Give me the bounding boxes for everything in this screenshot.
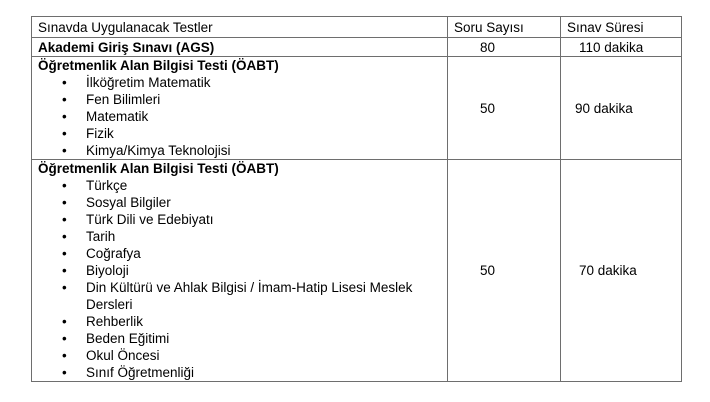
- exam-duration: 90 dakika: [561, 57, 682, 160]
- bullet-icon: •: [62, 143, 67, 158]
- table-row-ags: [32, 38, 682, 57]
- header-tests: Sınavda Uygulanacak Testler: [32, 17, 448, 38]
- exam-table: [31, 16, 682, 382]
- question-count: 50: [448, 57, 561, 160]
- bullet-icon: •: [62, 280, 67, 295]
- list-item: • Din Kültürü ve Ahlak Bilgisi / İmam-Hatip Lisesi Meslek Dersleri: [62, 280, 413, 312]
- list-item: • Sınıf Öğretmenliği: [62, 365, 195, 380]
- bullet-icon: •: [62, 126, 67, 141]
- list-item: • Tarih: [62, 229, 116, 244]
- list-item: • Rehberlik: [62, 314, 144, 329]
- list-item: • Türk Dili ve Edebiyatı: [62, 212, 214, 227]
- test-title: Öğretmenlik Alan Bilgisi Testi (ÖABT): [38, 161, 279, 176]
- list-item: • Biyoloji: [62, 263, 129, 278]
- list-item: • İlköğretim Matematik: [62, 75, 211, 90]
- list-item: • Sosyal Bilgiler: [62, 195, 171, 210]
- subject-list: [38, 177, 447, 381]
- list-item: • Kimya/Kimya Teknolojisi: [62, 143, 231, 158]
- list-item: • Beden Eğitimi: [62, 331, 170, 346]
- bullet-icon: •: [62, 348, 67, 363]
- question-count: 50: [448, 160, 561, 382]
- test-title: Öğretmenlik Alan Bilgisi Testi (ÖABT): [38, 58, 279, 73]
- bullet-icon: •: [62, 212, 67, 227]
- bullet-icon: •: [62, 229, 67, 244]
- bullet-icon: •: [62, 178, 67, 193]
- subject-list: [38, 74, 447, 159]
- bullet-icon: •: [62, 246, 67, 261]
- list-item: • Coğrafya: [62, 246, 141, 261]
- bullet-icon: •: [62, 331, 67, 346]
- list-item: • Okul Öncesi: [62, 348, 160, 363]
- test-title: Akademi Giriş Sınavı (AGS): [32, 38, 448, 57]
- list-item: • Matematik: [62, 109, 149, 124]
- table-row-oabt-2: [32, 160, 682, 382]
- exam-duration: 70 dakika: [561, 160, 682, 382]
- exam-duration: 110 dakika: [561, 38, 682, 57]
- question-count: 80: [448, 38, 561, 57]
- list-item: • Fizik: [62, 126, 114, 141]
- header-row: [32, 17, 682, 38]
- bullet-icon: •: [62, 195, 67, 210]
- bullet-icon: •: [62, 263, 67, 278]
- test-cell: [32, 160, 448, 382]
- table-row-oabt-1: [32, 57, 682, 160]
- list-item: • Fen Bilimleri: [62, 92, 161, 107]
- bullet-icon: •: [62, 92, 67, 107]
- list-item: • Türkçe: [62, 178, 128, 193]
- bullet-icon: •: [62, 109, 67, 124]
- header-question-count: Soru Sayısı: [448, 17, 561, 38]
- header-exam-duration: Sınav Süresi: [561, 17, 682, 38]
- test-cell: [32, 57, 448, 160]
- bullet-icon: •: [62, 314, 67, 329]
- bullet-icon: •: [62, 75, 67, 90]
- bullet-icon: •: [62, 365, 67, 380]
